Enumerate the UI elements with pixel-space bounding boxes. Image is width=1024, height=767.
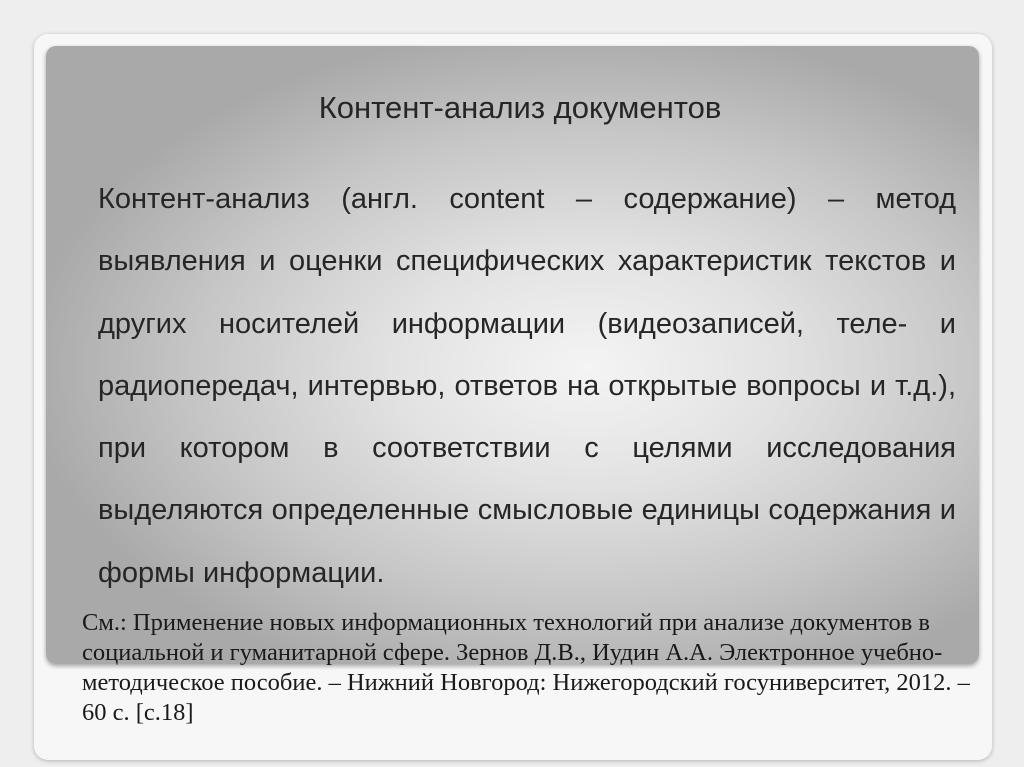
definition-paragraph: Контент-анализ (англ. content – содержание) – метод выявления и оценки специфических характеристик текстов и других носителей информации (видеозаписей, теле- и радиопередач, интервью, ответов на открытые вопросы и т.д.), при котором в соответствии с целями исследования выделяются определенные смысловые единицы содержания и формы информации.: [98, 183, 956, 589]
citation-reference: См.: Применение новых информационных технологий при анализе документов в социальной и гуманитарной сфере. Зернов Д.В., Иудин А.А. Электронное учебно-методическое пособие. – Нижний Новгород: Нижегородский госуниверситет, 2012. – 60 с. [с.18]: [82, 609, 970, 726]
slide-title: Контент-анализ документов: [318, 90, 722, 125]
